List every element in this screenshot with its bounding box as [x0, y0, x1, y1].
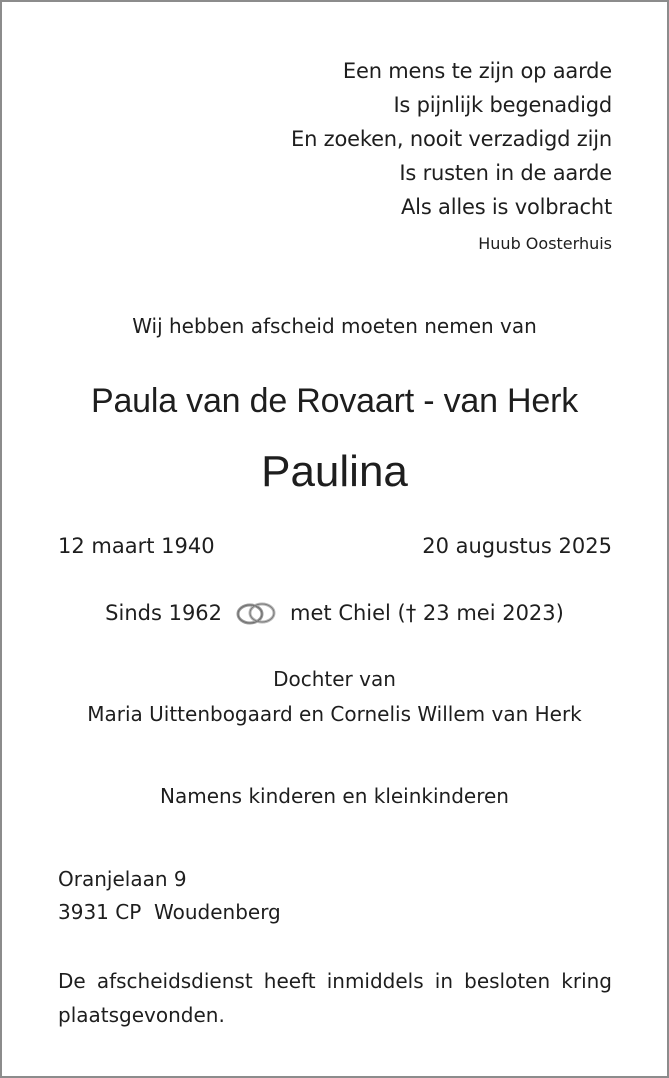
on-behalf-text: Namens kinderen en kleinkinderen — [160, 784, 509, 808]
poem-line-3: En zoeken, nooit verzadigd zijn — [291, 127, 612, 151]
poem-author: Huub Oosterhuis — [478, 234, 612, 253]
address-street: Oranjelaan 9 — [58, 867, 187, 891]
death-date: 20 augustus 2025 — [422, 534, 612, 558]
birth-date: 12 maart 1940 — [58, 534, 215, 558]
poem-line-1: Een mens te zijn op aarde — [342, 59, 612, 83]
marriage-partner: met Chiel († 23 mei 2023) — [290, 601, 564, 625]
poem-line-4: Is rusten in de aarde — [399, 161, 612, 185]
marriage-line — [2, 598, 667, 628]
poem — [291, 54, 612, 224]
intro-text: Wij hebben afscheid moeten nemen van — [132, 314, 537, 338]
address-city: 3931 CP Woudenberg — [58, 900, 281, 924]
poem-line-2: Is pijnlijk begenadigd — [393, 93, 612, 117]
marriage-since: Sinds 1962 — [105, 601, 223, 625]
deceased-first-name: Paulina — [261, 447, 408, 496]
daughter-of-label: Dochter van — [273, 667, 396, 691]
poem-line-5: Als alles is volbracht — [401, 195, 612, 219]
deceased-full-name: Paula van de Rovaart - van Herk — [90, 382, 579, 420]
parents-names: Maria Uittenbogaard en Cornelis Willem van Herk — [87, 702, 582, 726]
wedding-rings-icon — [232, 598, 280, 628]
service-note: De afscheidsdienst heeft inmiddels in besloten kring plaatsgevonden. — [58, 969, 612, 1027]
